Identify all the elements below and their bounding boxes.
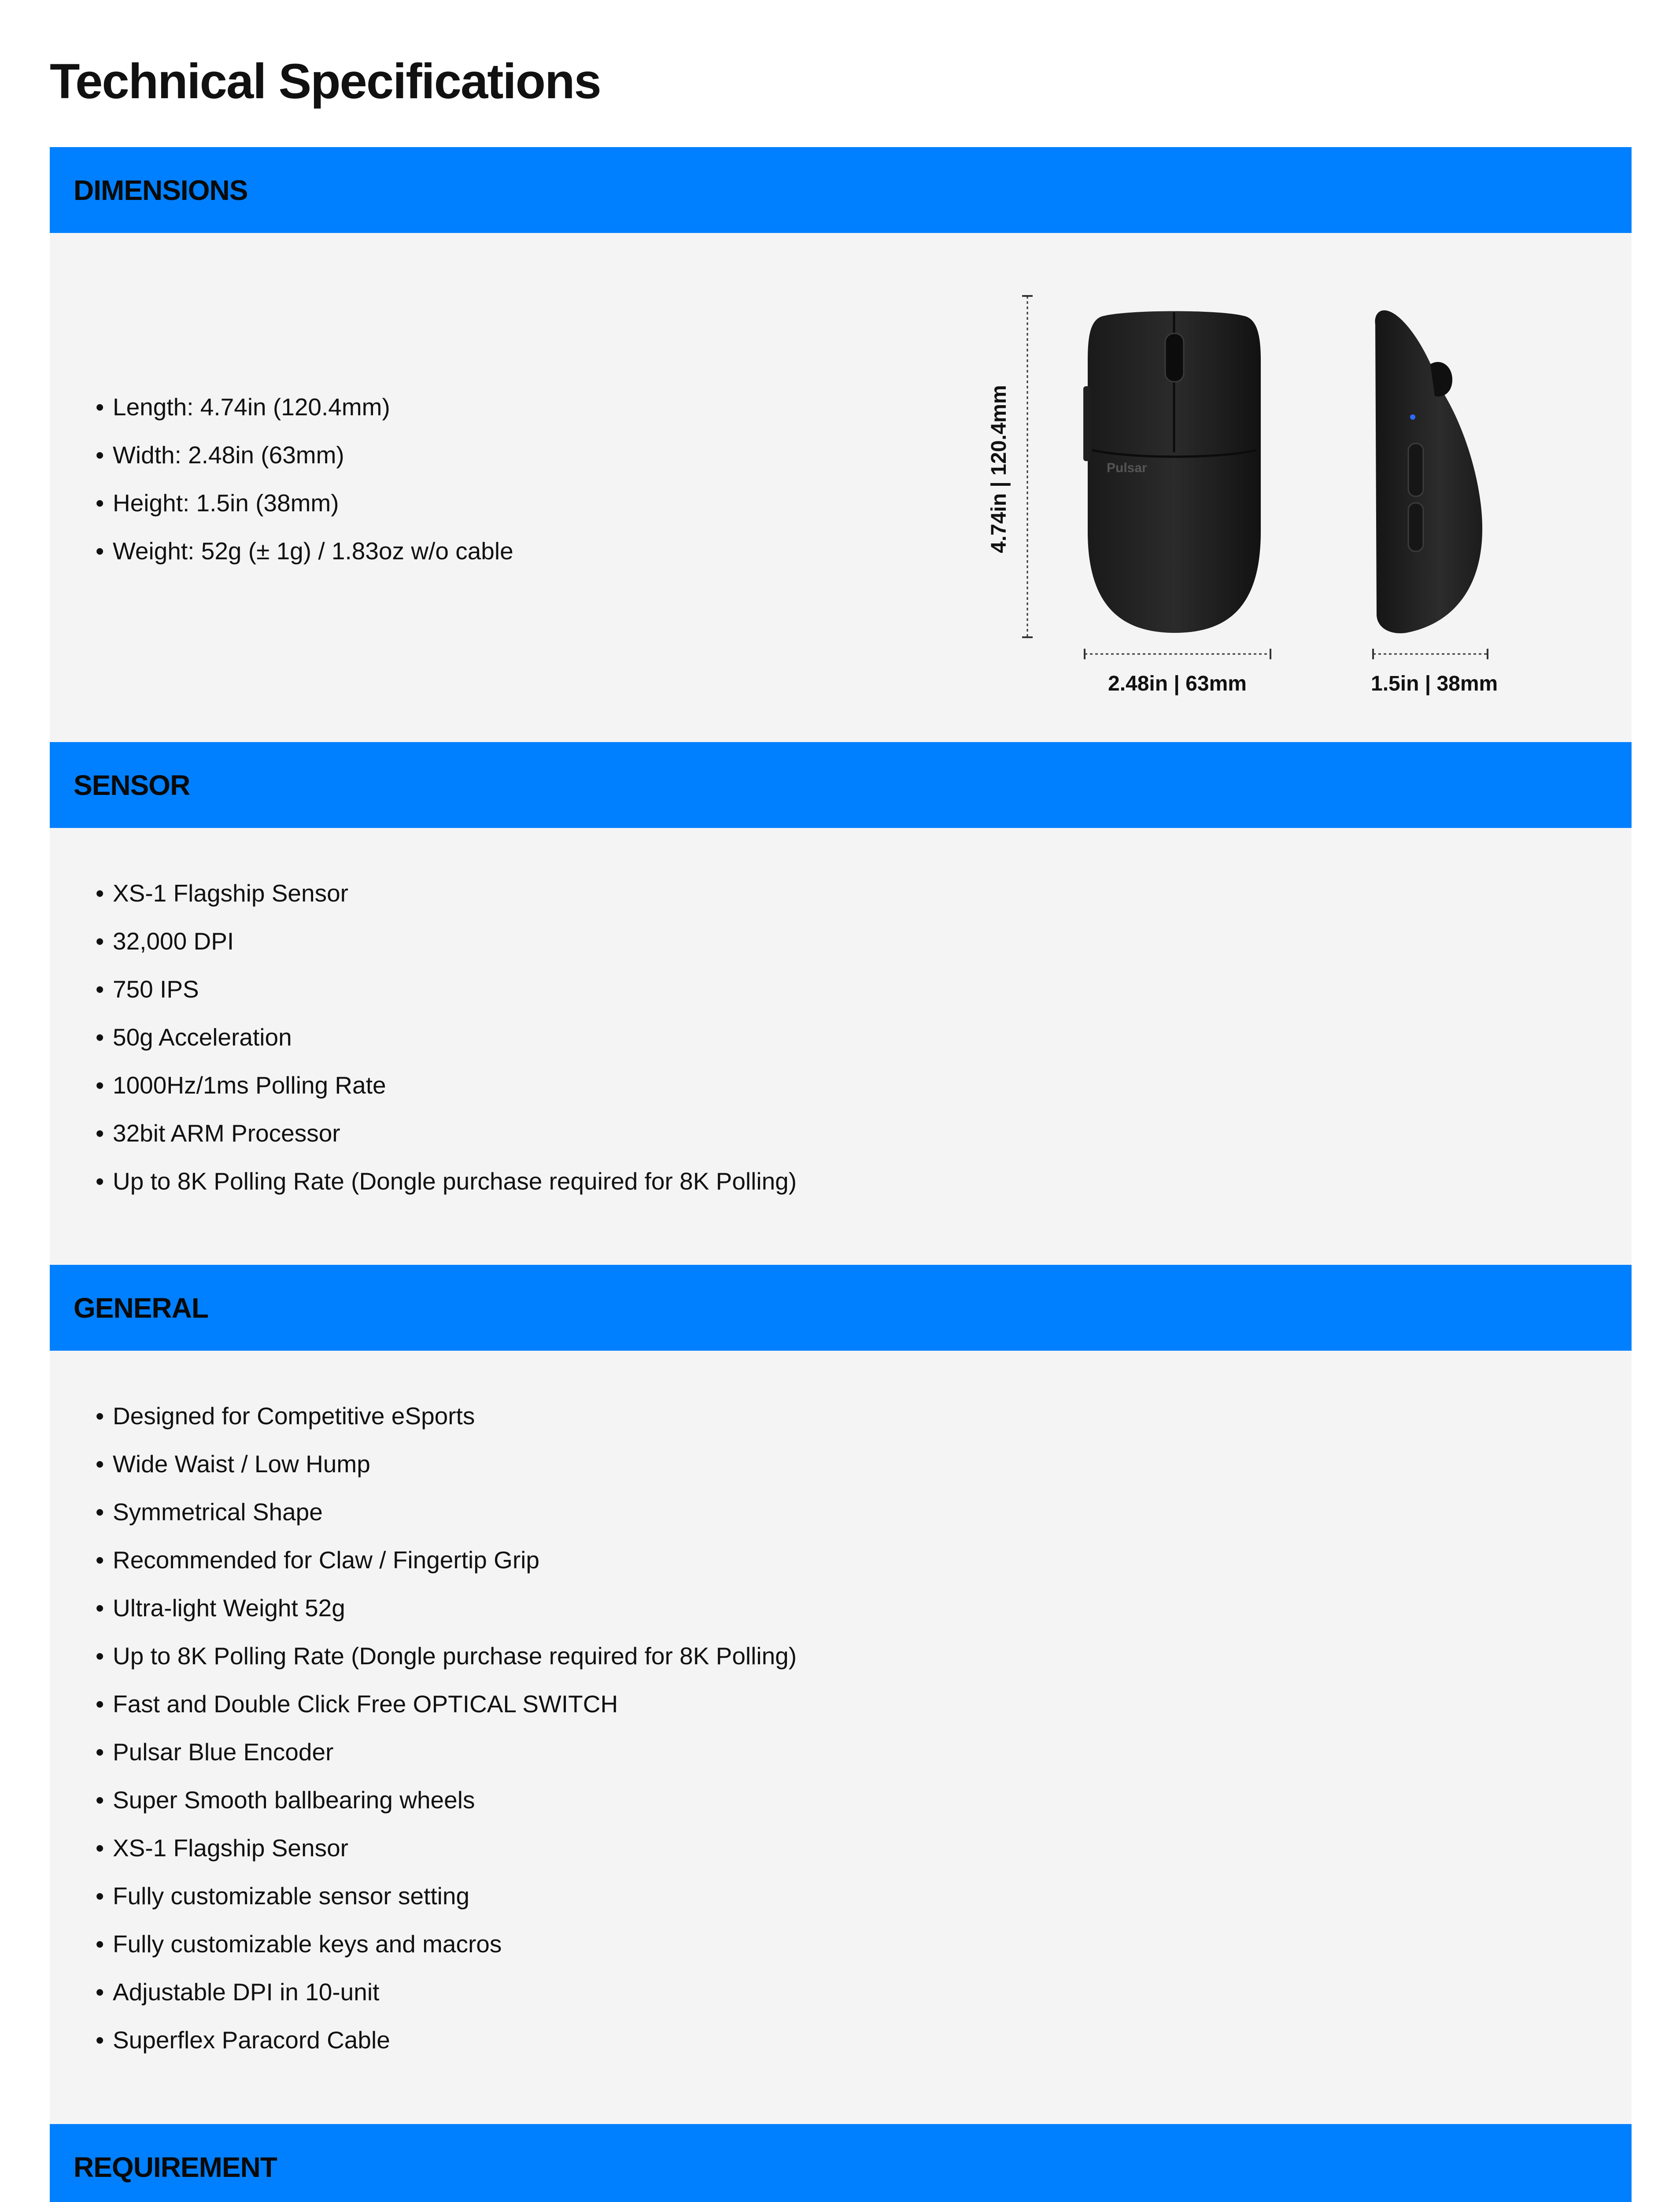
mouse-side-diagram: [1364, 285, 1505, 708]
section-body-general: [50, 1351, 1632, 2124]
list-item: • Designed for Competitive eSports: [50, 1392, 797, 1440]
list-item: • Superflex Paracord Cable: [50, 2016, 797, 2064]
list-item: • XS-1 Flagship Sensor: [50, 1824, 797, 1872]
list-item: • Super Smooth ballbearing wheels: [50, 1776, 797, 1824]
list-item: • Symmetrical Shape: [50, 1488, 797, 1536]
list-item: • Length: 4.74in (120.4mm): [50, 383, 513, 431]
list-item: • Fast and Double Click Free OPTICAL SWITCH: [50, 1680, 797, 1728]
list-item: • Wide Waist / Low Hump: [50, 1440, 797, 1488]
list-item: • Pulsar Blue Encoder: [50, 1728, 797, 1776]
list-item: • Weight: 52g (± 1g) / 1.83oz w/o cable: [50, 527, 513, 575]
section-body-dimensions: [50, 233, 1632, 742]
list-item: • Ultra-light Weight 52g: [50, 1584, 797, 1632]
mouse-side-view-icon: [1364, 285, 1505, 708]
list-item: • 750 IPS: [50, 965, 797, 1013]
width-label: 2.48in | 63mm: [1108, 672, 1247, 695]
list-item: • Height: 1.5in (38mm): [50, 479, 513, 527]
section-header-requirement: REQUIREMENT: [50, 2124, 1632, 2202]
list-item: • Width: 2.48in (63mm): [50, 431, 513, 479]
list-item: • Fully customizable keys and macros: [50, 1920, 797, 1968]
sensor-list: [50, 869, 797, 1205]
dimensions-list: [50, 383, 513, 575]
general-list: [50, 1392, 797, 2064]
list-item: • Up to 8K Polling Rate (Dongle purchase required for 8K Polling): [50, 1157, 797, 1205]
length-label: 4.74in | 120.4mm: [987, 385, 1011, 553]
mouse-dimension-diagram: [987, 285, 1320, 708]
section-header-general: GENERAL: [50, 1265, 1632, 1351]
list-item: • 32,000 DPI: [50, 917, 797, 965]
list-item: • Fully customizable sensor setting: [50, 1872, 797, 1920]
height-label: 1.5in | 38mm: [1371, 672, 1498, 695]
list-item: • Up to 8K Polling Rate (Dongle purchase required for 8K Polling): [50, 1632, 797, 1680]
list-item: • Adjustable DPI in 10-unit: [50, 1968, 797, 2016]
list-item: • 50g Acceleration: [50, 1013, 797, 1061]
list-item: • XS-1 Flagship Sensor: [50, 869, 797, 917]
section-header-dimensions: DIMENSIONS: [50, 147, 1632, 233]
mouse-top-view-icon: [987, 285, 1320, 708]
list-item: • 32bit ARM Processor: [50, 1109, 797, 1157]
brand-mark: Pulsar: [1107, 461, 1147, 475]
list-item: • 1000Hz/1ms Polling Rate: [50, 1061, 797, 1109]
page-title: Technical Specifications: [50, 54, 601, 109]
list-item: • Recommended for Claw / Fingertip Grip: [50, 1536, 797, 1584]
section-body-sensor: [50, 828, 1632, 1265]
section-header-sensor: SENSOR: [50, 742, 1632, 828]
